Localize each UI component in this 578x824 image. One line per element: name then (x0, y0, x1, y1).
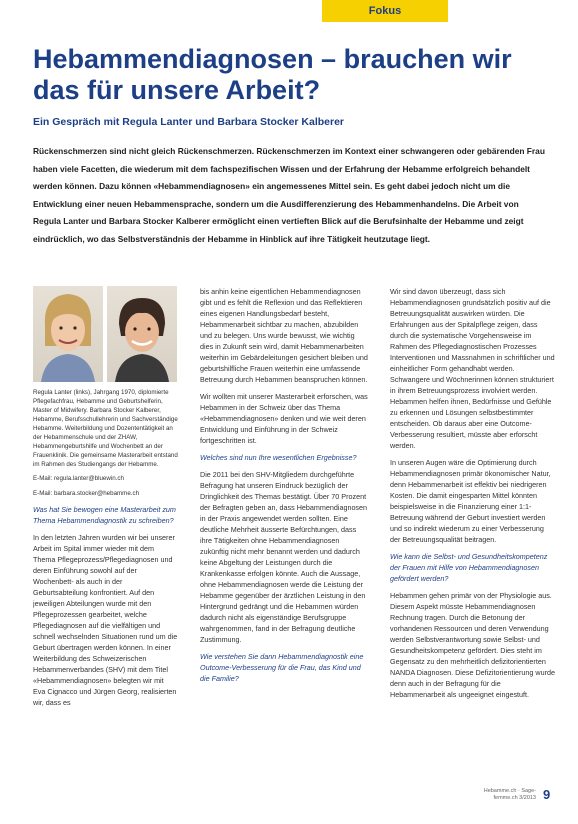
interview-answer: In den letzten Jahren wurden wir bei unserer Arbeit im Spital immer wieder mit dem Thema Pflegeprozess/Pflegediagnosen und deren Einführung sowohl auf der Wochenbett- als auch in der Geburtsabteilung konfrontiert. Auf den jeweiligen Abteilungen wurde mit den Pflegeprozessen gearbeitet, welche Pflegediagnosen auf die vielfältigen und schnell wechselnden Situationen rund um die Geburt übertragen werden können. In einer Weiterbildung des Schweizerischen Hebammenverbandes (SHV) mit dem Titel «Hebammendiagnosen» belegten wir mit Eva Cignacco und Jürgen Georg, realisierten wir, dass es (33, 533, 178, 707)
contact-email-2: E-Mail: barbara.stocker@hebamme.ch (33, 489, 140, 497)
author-photos (33, 286, 178, 382)
article-title: Hebammendiagnosen – brauchen wir das für unsere Arbeit? (33, 44, 512, 105)
article-lead: Rückenschmerzen sind nicht gleich Rückenschmerzen. Rückenschmerzen im Kontext einer schwangeren oder gebärenden Frau haben viele Facetten, die wiederum mit dem fachspezifischen Wissen und der Erfahrung der Hebamme erfolgreich behandelt werden können. Dazu können «Hebammendiagnosen» ein angemessenes Mittel sein. Es geht dabei jedoch nicht um die Entwicklung einer neuen Hebammensprache, sondern um die Ausdifferenzierung des Hebammenhandelns. Die Arbeit von Regula Lanter und Barbara Stocker Kalberer ermöglicht einen vertieften Blick auf die Berufsinhalte der Hebamme und zeigt eindrücklich, wo das Selbstverständnis der Hebamme in Hinblick auf ihre Tätigkeit heutzutage liegt. (33, 146, 545, 244)
interview-answer: In unseren Augen wäre die Optimierung durch Hebammendiagnosen primär ökonomischer Natur, denn Hebammenarbeit ist effektiv bei niedrigeren Kosten. Die damit eingesparten Mittel könnten beispielsweise in die Finanzierung einer 1:1-Betreuung während der Geburt investiert werden und so indirekt wiederum zu einer Verbesserung der Betreuungsqualität beitragen. (390, 458, 551, 544)
interview-question: Welches sind nun Ihre wesentlichen Ergebnisse? (200, 453, 357, 462)
column-1 (33, 286, 178, 794)
interview-answer: bis anhin keine eigentlichen Hebammendiagnosen gibt und es fehlt die Reflexion und das Reflektieren eines eigenen Handlungsbedarf besteht, Hebammenarbeit sichtbar zu machen, abzubilden und zu belegen. Uns wurde bewusst, wie wichtig dies in Zukunft sein wird, damit Hebammenarbeiten weiterhin im Gebärdeleitungen gesichert bleiben und geburtshilfliche Frauen weiterhin eine umfassende Betreuung durch Hebammen beanspruchen können. (200, 287, 368, 384)
section-tag: Fokus (322, 0, 448, 22)
contact-email-1: E-Mail: regula.lanter@bluewin.ch (33, 475, 124, 482)
magazine-footer: Hebamme.ch · Sage-femme.ch 3/2013 (483, 788, 536, 801)
article-subtitle: Ein Gespräch mit Regula Lanter und Barbara Stocker Kalberer (33, 116, 345, 128)
page-number: 9 (543, 787, 551, 802)
interview-answer: Die 2011 bei den SHV-Mitgliedern durchgeführte Befragung hat unseren Eindruck bezüglich der Dringlichkeit des Themas bestätigt. Über 70 Prozent der Befragten geben an, dass Hebammendiagnosen in der Praxis angewendet werden sollten. Eine deutliche Mehrheit äusserte Befürchtungen, dass ihre Tätigkeiten ohne Hebammendiagnosen zukünftig nicht mehr benannt werden und dadurch keine Abgeltung der Leistungen durch die Krankenkasse erfolgen könnte. Auch die Aussage, ohne Hebammendiagnosen werde die Leistung der Hebamme gegenüber der ärztlichen Leistung in den Hintergrund gedrängt und die Hebammen würden dadurch nicht als eigenständige Berufsgruppe wahrgenommen, fand in der Befragung deutliche Zustimmung. (200, 470, 368, 644)
column-3 (390, 286, 555, 794)
portrait-regula-lanter (33, 286, 103, 382)
author-bio: Regula Lanter (links), Jahrgang 1970, diplomierte Pflegefachfrau, Hebamme und Geburtshelferin, Master of Midwifery. Barbara Stocker Kalberer, Hebamme, Berufsschullehrerin und Sachverständige Hebamme. Weiterbildung und Dozententätigkeit an der Hebammenschule und der ZHAW, Hebammengeburtshilfe und Wochenbett an der Frauenklinik. Die gemeinsame Masterarbeit entstand im Rahmen des Studiengangs der Hebamme. (33, 389, 178, 468)
interview-answer: Wir wollten mit unserer Masterarbeit erforschen, was Hebammen in der Schweiz über das Thema «Hebammendiagnosen» denken und wie weit deren Entwicklung und Einführung in der Schweiz fortgeschritten ist. (200, 392, 368, 445)
column-2 (200, 286, 368, 794)
interview-question: Wie kann die Selbst- und Gesundheitskompetenz der Frauen mit Hilfe von Hebammendiagnosen gefördert werden? (390, 552, 548, 583)
portrait-barbara-stocker-kalberer (107, 286, 177, 382)
interview-question: Wie verstehen Sie dann Hebammendiagnostik eine Outcome-Verbesserung für die Frau, das Kind und die Familie? (200, 652, 364, 683)
interview-answer: Hebammen gehen primär von der Physiologie aus. Diesem Aspekt müsste Hebammendiagnosen Rechnung tragen. Durch die Betonung der vorhandenen Ressourcen und deren Verwendung werden Selbstverantwortung sowie Selbst- und Gesundheitskompetenz gefördert. Dies steht im Gegensatz zu den mehrheitlich defizitorientierten NANDA Diagnosen. Diese Defizitorientierung wurde denn auch in der Befragung für die Hebammenarbeit als ungeeignet eingestuft. (390, 591, 555, 699)
interview-question: Was hat Sie bewogen eine Masterarbeit zum Thema Hebammendiagnostik zu schreiben? (33, 505, 176, 525)
interview-answer: Wir sind davon überzeugt, dass sich Hebammendiagnosen grundsätzlich positiv auf die Betreuungsqualität auswirken würden. Die Erfahrungen aus der Spitalpflege zeigen, dass durch die systematische Vorgehensweise im Rahmen des Pflegediagnostischen Prozesses Interventionen und Massnahmen in schriftlicher und einheitlicher Form gehandhabt werden. Schwangere und Wöchnerinnen können strukturiert in ihrem Betreuungsprozess involviert werden. Hebammen helfen ihnen, Bedürfnisse und Gefühle zu erkennen und Lösungen selbstbestimmter entscheiden. Ob daraus aber eine Outcome-Verbesserung resultiert, müsste aber erforscht werden. (390, 287, 555, 450)
